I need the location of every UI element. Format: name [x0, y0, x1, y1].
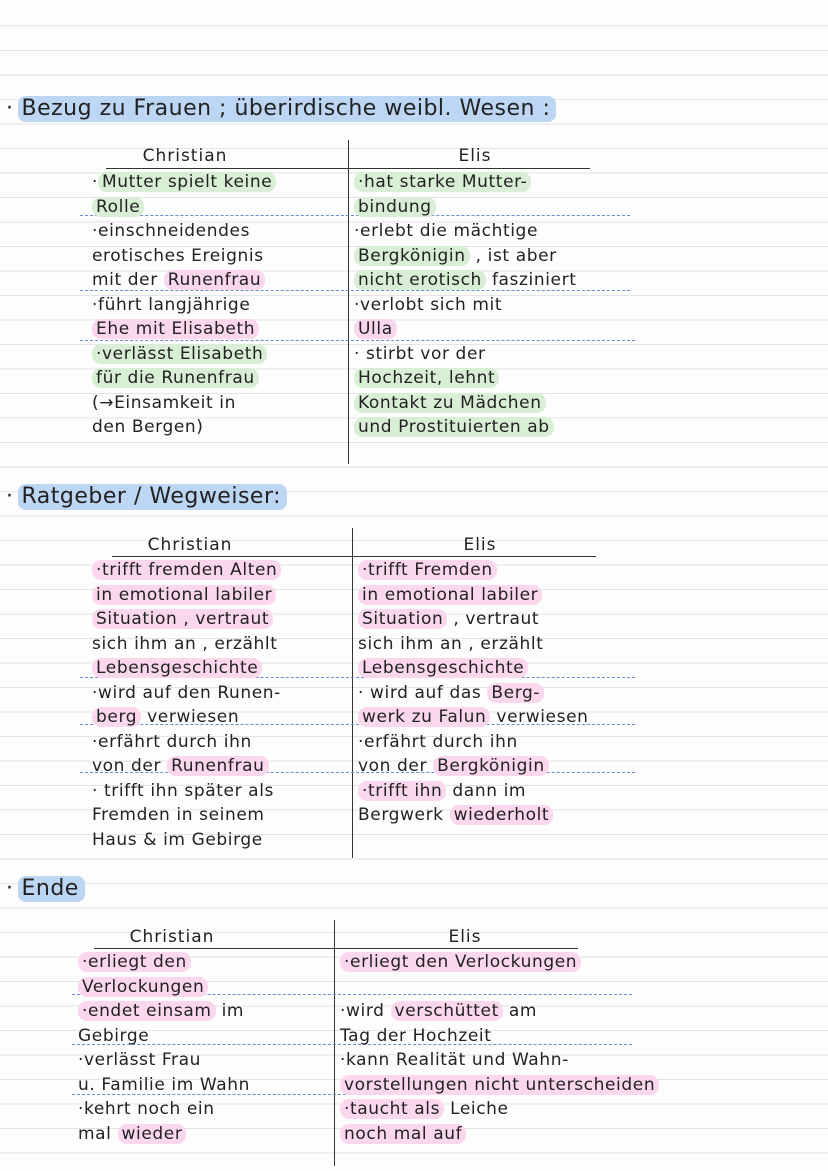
note-text: · stirbt vor der [354, 343, 486, 364]
note-text: · [92, 172, 99, 192]
note-line [354, 293, 502, 317]
note-line [92, 656, 262, 680]
highlighted-text: Bergkönigin [354, 246, 470, 266]
note-text: (→Einsamkeit in [92, 392, 236, 413]
highlighted-text: ·trifft Fremden [358, 560, 497, 580]
note-text: im [215, 1001, 245, 1021]
highlighted-text: Situation [358, 609, 447, 629]
note-text: ·führt langjährige [92, 294, 251, 315]
note-line [358, 558, 497, 582]
note-text: Haus & im Gebirge [92, 829, 263, 850]
highlighted-text: in emotional labiler [358, 585, 542, 605]
highlighted-text: und Prostituierten ab [354, 417, 554, 437]
note-line [92, 391, 236, 415]
note-line [358, 632, 544, 656]
highlighted-text: Verlockungen [78, 977, 208, 997]
note-line [340, 1048, 569, 1072]
note-text: ·verlässt Frau [78, 1050, 201, 1070]
note-line [358, 803, 553, 827]
bullet-dot: · [6, 96, 14, 121]
note-line [354, 342, 486, 366]
highlighted-text: Mutter spielt keine [98, 172, 276, 192]
note-text: u. Familie im Wahn [78, 1074, 250, 1095]
bullet-dot: · [6, 484, 14, 509]
header-rule [94, 948, 578, 949]
highlighted-text: Situation , vertraut [92, 609, 273, 629]
highlighted-text: berg [92, 707, 141, 727]
note-line [340, 1024, 492, 1048]
highlighted-text: Bergkönigin [433, 756, 549, 776]
highlighted-text: verschüttet [391, 1001, 503, 1021]
note-line [92, 170, 276, 194]
note-line [92, 681, 281, 705]
column-divider [334, 920, 335, 1166]
note-text: den Bergen) [92, 417, 204, 437]
note-line [354, 244, 557, 268]
note-line [340, 999, 537, 1023]
highlighted-text: ·verlässt Elisabeth [92, 344, 267, 364]
note-text: erotisches Ereignis [92, 245, 264, 266]
note-text: Fremden in seinem [92, 805, 265, 825]
highlighted-text: ·taucht als [340, 1099, 444, 1119]
highlighted-text: ·trifft fremden Alten [92, 560, 281, 580]
highlighted-text: nicht erotisch [354, 270, 486, 290]
note-text: von der [92, 756, 168, 776]
note-line [340, 1097, 509, 1121]
note-text: ·verlobt sich mit [354, 294, 503, 315]
highlighted-text: ·endet einsam [78, 1001, 216, 1021]
highlighted-text: vorstellungen nicht unterscheiden [340, 1075, 659, 1095]
note-line [78, 999, 244, 1023]
highlighted-text: ·erliegt den [78, 952, 191, 972]
note-line [92, 195, 144, 219]
note-text: Tag der Hochzeit [340, 1025, 492, 1046]
note-text: Bergwerk [358, 805, 450, 825]
column-header-christian: Christian [147, 535, 233, 555]
section-title-ratgeber [6, 484, 287, 509]
note-text: verwiesen [141, 707, 240, 727]
note-text: mit der [92, 270, 164, 290]
note-line [92, 317, 259, 341]
note-line [92, 219, 250, 243]
highlighted-text: Kontakt zu Mädchen [354, 393, 546, 413]
note-line [92, 268, 265, 292]
note-line [340, 1073, 659, 1097]
note-text: verwiesen [490, 707, 589, 727]
note-line [354, 391, 546, 415]
note-line [354, 415, 554, 439]
section-title-text: Ende [18, 876, 85, 902]
note-line [92, 705, 239, 729]
note-line [358, 681, 544, 705]
note-line [354, 366, 499, 390]
note-line [78, 1122, 186, 1146]
note-text: Leiche [444, 1099, 509, 1119]
highlighted-text: ·erliegt den Verlockungen [340, 952, 581, 972]
section-title-ende [6, 876, 85, 901]
highlighted-text: ·hat starke Mutter- [354, 172, 531, 192]
note-text: fasziniert [485, 270, 577, 290]
note-line [78, 975, 208, 999]
highlighted-text: noch mal auf [340, 1124, 466, 1144]
highlighted-text: Runenfrau [164, 270, 265, 290]
section-title-text: Bezug zu Frauen ; überirdische weibl. Wesen : [18, 96, 557, 122]
note-line [92, 803, 265, 827]
note-text: sich ihm an , erzählt [358, 633, 544, 654]
note-line [92, 558, 281, 582]
note-line [92, 293, 250, 317]
note-line [92, 779, 274, 803]
note-text: ·einschneidendes [92, 221, 251, 241]
highlighted-text: Runenfrau [167, 756, 268, 776]
note-line [92, 730, 252, 754]
note-text: ·erfährt durch ihn [92, 731, 252, 752]
note-line [92, 754, 269, 778]
column-divider [352, 528, 353, 858]
section-title-text: Ratgeber / Wegweiser: [18, 484, 288, 510]
highlighted-text: Lebensgeschichte [92, 658, 262, 678]
highlighted-text: werk zu Falun [358, 707, 490, 727]
note-text: · trifft ihn später als [92, 780, 274, 801]
note-line [78, 1097, 215, 1121]
note-line [354, 170, 531, 194]
note-line [92, 244, 264, 268]
column-header-christian: Christian [142, 146, 228, 166]
note-line [78, 1073, 250, 1097]
header-rule [112, 556, 596, 557]
note-line [354, 317, 397, 341]
note-text: ·kehrt noch ein [78, 1099, 215, 1119]
highlighted-text: in emotional labiler [92, 585, 276, 605]
note-line [354, 268, 576, 292]
note-text: , ist aber [469, 245, 557, 266]
column-divider [348, 140, 349, 464]
column-header-christian: Christian [129, 927, 215, 947]
note-text: ·kann Realität und Wahn- [340, 1050, 569, 1070]
note-text: ·wird auf den Runen- [92, 682, 281, 703]
section-title-frauen [6, 96, 556, 121]
highlighted-text: Ulla [354, 319, 397, 339]
note-text: Gebirge [78, 1025, 150, 1046]
note-line [78, 950, 191, 974]
note-line [92, 342, 267, 366]
note-line [358, 583, 542, 607]
highlighted-text: Hochzeit, lehnt [354, 368, 499, 388]
note-line [92, 415, 204, 439]
note-line [92, 583, 276, 607]
highlighted-text: wieder [118, 1124, 187, 1144]
highlighted-text: für die Runenfrau [92, 368, 259, 388]
column-header-elis: Elis [463, 535, 497, 555]
note-line [358, 705, 589, 729]
note-text: mal [78, 1123, 118, 1144]
column-header-elis: Elis [448, 927, 482, 947]
note-line [92, 366, 259, 390]
note-line [358, 607, 539, 631]
note-line [358, 779, 526, 803]
note-line [354, 219, 538, 243]
highlighted-text: Ehe mit Elisabeth [92, 319, 259, 339]
note-text: ·erfährt durch ihn [358, 731, 518, 752]
highlighted-text: wiederholt [450, 805, 554, 825]
note-text: , vertraut [447, 609, 540, 629]
note-text: · wird auf das [358, 682, 488, 703]
bullet-dot: · [6, 876, 14, 901]
note-line [340, 1122, 466, 1146]
note-line [92, 607, 273, 631]
note-line [78, 1024, 149, 1048]
note-line [358, 730, 518, 754]
note-text: ·wird [340, 1001, 391, 1021]
highlighted-text: ·trifft ihn [358, 781, 446, 801]
note-line [358, 754, 549, 778]
highlighted-text: Berg- [487, 683, 544, 703]
note-text: ·erlebt die mächtige [354, 221, 539, 241]
note-line [340, 950, 581, 974]
note-line [78, 1048, 201, 1072]
note-line [92, 632, 278, 656]
note-line [92, 828, 263, 852]
highlighted-text: Rolle [92, 197, 144, 217]
note-text: dann im [446, 780, 527, 801]
note-text: von der [358, 756, 434, 776]
highlighted-text: Lebensgeschichte [358, 658, 528, 678]
note-line [354, 195, 436, 219]
note-text: am [502, 1001, 538, 1021]
note-line [358, 656, 528, 680]
column-header-elis: Elis [458, 146, 492, 166]
highlighted-text: bindung [354, 197, 436, 217]
note-text: sich ihm an , erzählt [92, 633, 278, 654]
